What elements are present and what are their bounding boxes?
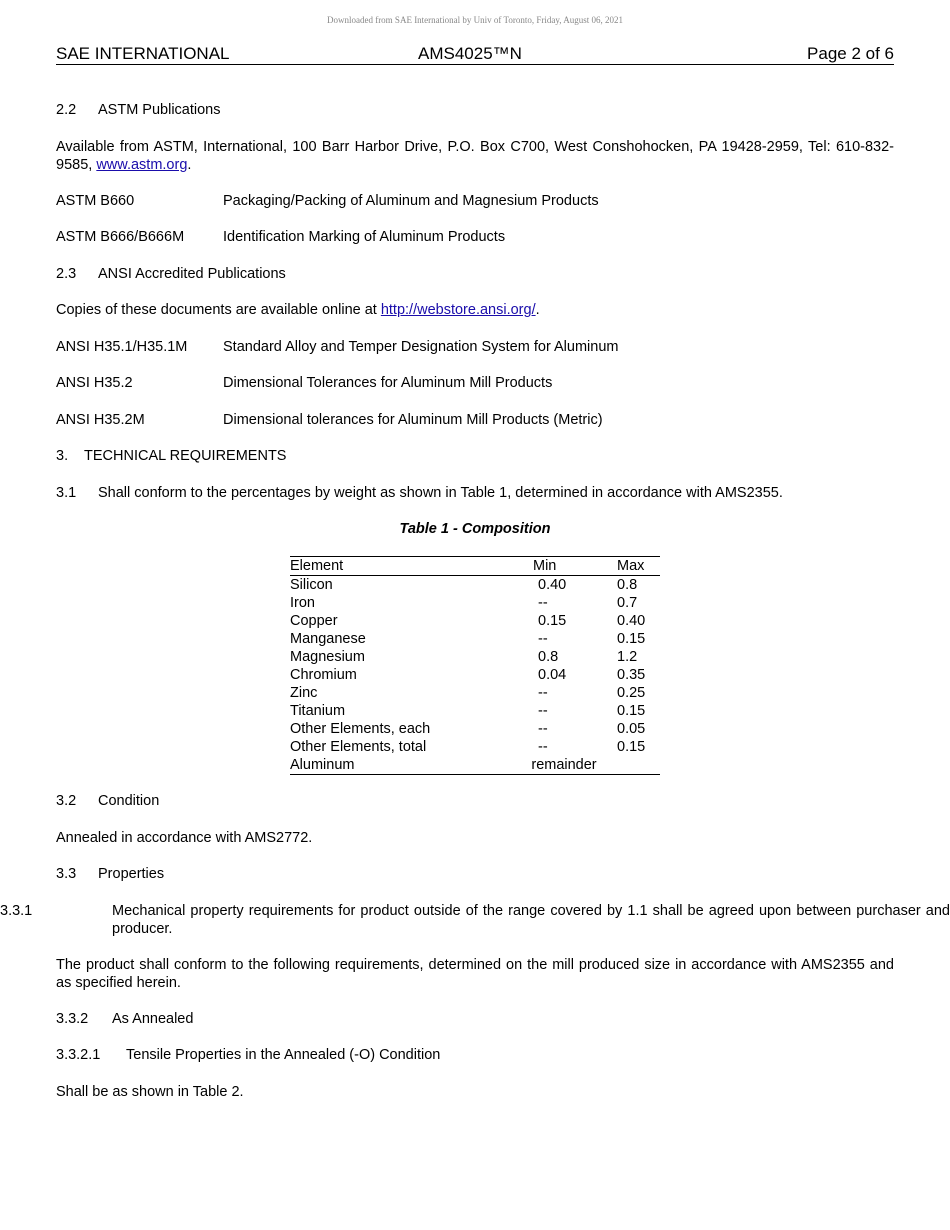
section-3-3-2-heading <box>56 1010 894 1028</box>
cell-element: Copper <box>290 613 338 629</box>
cell-max: 0.05 <box>617 721 646 737</box>
table-2-reference: Shall be as shown in Table 2. <box>56 1084 244 1100</box>
section-number: 3.3 <box>56 866 77 882</box>
reference-code: ANSI H35.2M <box>56 412 145 428</box>
ansi-availability <box>56 301 894 319</box>
section-text: Shall conform to the percentages by weight as shown in Table 1, determined in accordance with AMS2355. <box>98 485 783 501</box>
section-3-3-2-1-heading <box>56 1046 894 1064</box>
cell-max: 0.40 <box>617 613 646 629</box>
composition-table <box>290 556 660 775</box>
table-row <box>290 738 660 756</box>
cell-max: 0.8 <box>617 577 638 593</box>
section-3-2-text: Annealed in accordance with AMS2772. <box>56 830 313 846</box>
section-number: 3.3.2 <box>56 1011 89 1027</box>
cell-max: 0.15 <box>617 703 646 719</box>
section-number: 3.3.1 <box>0 903 33 919</box>
cell-max: 0.15 <box>617 631 646 647</box>
cell-min: 0.15 <box>538 613 567 629</box>
header-page-number: Page 2 of 6 <box>807 44 894 63</box>
page-header <box>56 44 894 65</box>
section-title: TECHNICAL REQUIREMENTS <box>84 448 287 464</box>
column-header-max: Max <box>617 557 660 576</box>
cell-max: 0.15 <box>617 739 646 755</box>
cell-element: Aluminum <box>290 757 355 773</box>
table-row <box>290 684 660 702</box>
astm-link[interactable]: www.astm.org <box>96 157 188 173</box>
cell-element: Chromium <box>290 667 357 683</box>
availability-text: Available from ASTM, International, 100 Barr Harbor Drive, P.O. Box C700, West Conshohocken, PA 19428-2959, Tel: 610-832-9585, <box>56 139 894 173</box>
cell-min: 0.40 <box>538 577 567 593</box>
cell-min: -- <box>538 721 548 737</box>
cell-remainder: remainder <box>531 757 597 773</box>
reference-code: ANSI H35.2 <box>56 375 133 391</box>
reference-title: Dimensional Tolerances for Aluminum Mill Products <box>223 375 553 391</box>
section-number: 3.3.2.1 <box>56 1047 101 1063</box>
download-notice: Downloaded from SAE International by Univ of Toronto, Friday, August 06, 2021 <box>326 15 624 25</box>
table-row <box>290 702 660 720</box>
table-row <box>290 630 660 648</box>
section-text: Mechanical property requirements for product outside of the range covered by 1.1 shall be agreed upon between purchaser and producer. <box>112 903 950 937</box>
section-number: 2.3 <box>56 266 77 282</box>
section-2-2-heading <box>56 101 894 119</box>
section-number: 2.2 <box>56 102 77 118</box>
cell-element: Manganese <box>290 631 366 647</box>
reference-astm-b666 <box>56 228 894 246</box>
section-3-2-heading <box>56 792 894 810</box>
section-title: Properties <box>98 866 165 882</box>
section-2-3-heading <box>56 265 894 283</box>
header-doc-id: AMS4025™N <box>418 44 522 63</box>
cell-element: Iron <box>290 595 315 611</box>
reference-title: Packaging/Packing of Aluminum and Magnesium Products <box>223 193 599 209</box>
section-3-1 <box>56 484 894 502</box>
section-title: ANSI Accredited Publications <box>98 266 286 282</box>
reference-ansi-h35-2m <box>56 411 894 429</box>
section-number: 3.1 <box>56 485 77 501</box>
table-row <box>290 612 660 630</box>
section-number: 3.2 <box>56 793 77 809</box>
reference-code: ASTM B660 <box>56 193 135 209</box>
cell-min: -- <box>538 631 548 647</box>
availability-text: Copies of these documents are available online at <box>56 302 381 318</box>
punctuation: . <box>187 157 192 173</box>
cell-element: Other Elements, each <box>290 721 431 737</box>
cell-empty <box>617 756 660 775</box>
astm-availability <box>56 138 894 174</box>
cell-min: -- <box>538 595 548 611</box>
cell-max: 0.7 <box>617 595 638 611</box>
section-number: 3. <box>56 448 69 464</box>
reference-title: Dimensional tolerances for Aluminum Mill Products (Metric) <box>223 412 603 428</box>
cell-min: 0.04 <box>538 667 567 683</box>
table-row <box>290 576 660 595</box>
table-row <box>290 648 660 666</box>
cell-max: 0.25 <box>617 685 646 701</box>
table-header-row <box>290 557 660 576</box>
section-title: Tensile Properties in the Annealed (-O) Condition <box>126 1047 441 1063</box>
reference-astm-b660 <box>56 192 894 210</box>
cell-element: Silicon <box>290 577 333 593</box>
column-header-element: Element <box>290 557 511 576</box>
section-title: ASTM Publications <box>98 102 221 118</box>
cell-max: 0.35 <box>617 667 646 683</box>
section-3-3-heading <box>56 865 894 883</box>
cell-min: -- <box>538 685 548 701</box>
table-row <box>290 666 660 684</box>
table-row <box>290 594 660 612</box>
cell-element: Magnesium <box>290 649 365 665</box>
section-3-3-1 <box>0 902 950 938</box>
reference-ansi-h35-1 <box>56 338 894 356</box>
section-title: As Annealed <box>112 1011 194 1027</box>
column-header-min: Min <box>511 557 617 576</box>
cell-min: -- <box>538 739 548 755</box>
reference-title: Standard Alloy and Temper Designation System for Aluminum <box>223 339 619 355</box>
punctuation: . <box>535 302 540 318</box>
reference-code: ASTM B666/B666M <box>56 229 185 245</box>
conformance-paragraph: The product shall conform to the following requirements, determined on the mill produced size in accordance with AMS2355 and as specified herein. <box>56 957 894 991</box>
cell-min: -- <box>538 703 548 719</box>
reference-ansi-h35-2 <box>56 374 894 392</box>
table-row <box>290 720 660 738</box>
table-1-title: Table 1 - Composition <box>399 521 551 537</box>
ansi-webstore-link[interactable]: http://webstore.ansi.org/ <box>380 302 536 318</box>
section-3-heading <box>56 447 894 465</box>
cell-min: 0.8 <box>538 649 559 665</box>
reference-code: ANSI H35.1/H35.1M <box>56 339 188 355</box>
cell-element: Titanium <box>290 703 346 719</box>
cell-element: Other Elements, total <box>290 739 427 755</box>
cell-max: 1.2 <box>617 649 638 665</box>
reference-title: Identification Marking of Aluminum Products <box>223 229 506 245</box>
section-title: Condition <box>98 793 160 809</box>
table-row <box>290 756 660 775</box>
cell-element: Zinc <box>290 685 318 701</box>
header-org: SAE INTERNATIONAL <box>56 44 230 63</box>
